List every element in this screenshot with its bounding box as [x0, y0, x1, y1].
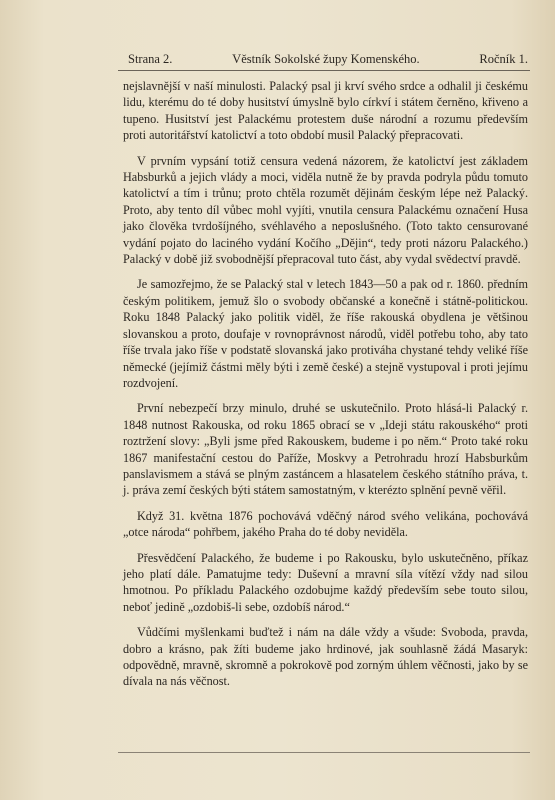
paragraph-1: nejslavnější v naší minulosti. Palacký psal ji krví svého srdce a odhalil ji českému lidu, kterému do té doby husitství úmyslně bylo církví i státem černěno, křiveno a tupeno. Husitství jest Palackému protestem duše národní a rozumu především proti autoritářství katolictví a toto období musil Palacký přepracovati.: [123, 79, 528, 143]
page-number: Strana 2.: [128, 52, 173, 66]
paragraph-6: Přesvědčení Palackého, že budeme i po Rakousku, bylo uskutečněno, příkaz jeho platí dále. Pamatujme tedy: Duševní a mravní síla vítězí vždy nad silou hmotnou. Po příkladu Palackého ozdobujme každý především sebe touto silou, neboť jedině „ozdobiš-li sebe, ozdobíš národ.“: [123, 550, 528, 614]
article-body: [123, 78, 528, 699]
paragraph-4: První nebezpečí brzy minulo, druhé se uskutečnilo. Proto hlásá-li Palacký r. 1848 nutnost Rakouska, od roku 1865 obrací se v „Ideji státu rakouského“ proti roztržení slovy: „Byli jsme před Rakouskem, budeme i po něm.“ Proto také roku 1867 manifestační cestou do Paříže, Moskvy a Petrohradu hrozí Habsburkům panslavismem a stává se plným zastáncem a hlasatelem českého státního práva, t. j. práva zemí českých býti státem samostatným, v kterézto splnění pevně věřil.: [123, 401, 528, 498]
running-header: [128, 52, 528, 67]
header-rule: [118, 70, 530, 71]
paragraph-5: Když 31. května 1876 pochovává vděčný národ svého velikána, pochovává „otce národa“ pohřbem, jakého Praha do té doby neviděla.: [123, 508, 528, 540]
paragraph-2: V prvním vypsání totiž censura vedená názorem, že katolictví jest základem Habsburků a jejich vlády a moci, viděla nutně že by pravda podryla půdu tomuto katolictví a tím i trůnu; proto chtěla rozumět dějinám českým lépe než Palacký. Proto, aby tento díl vůbec mohl vyjíti, vnutila censura Palackému označení Husa jako člověka tvrdošíjného, svéhlavého a neposlušného. (Toto takto censurované vydání pojato do laciného vydání Kočího „Dějin“, tedy proti názoru Palackého.) Palacký v době již svobodnější přepracoval tuto část, aby vydal svědectví pravdě.: [123, 153, 528, 267]
journal-title: Věstník Sokolské župy Komenského.: [232, 52, 420, 66]
paragraph-3: Je samozřejmo, že se Palacký stal v letech 1843—50 a pak od r. 1860. předním českým politikem, jemuž šlo o svobody občanské a konečně i státně-politickou. Roku 1848 Palacký jako politik viděl, že říše rakouská obydlena je většinou slovanskou a proto, doufaje v rovnoprávnost národů, viděl potřebu toho, aby tato říše trvala jako říše v podstatě slovanská jako protiváha chystané tehdy veliké říše německé (jejímiž částmi měly býti i země české) a stejně vystupoval i proti jejímu rozdvojení.: [123, 277, 528, 390]
volume-number: Ročník 1.: [479, 52, 528, 66]
closing-rule: [118, 752, 530, 753]
paragraph-7: Vůdčími myšlenkami buďtež i nám na dále vždy a všude: Svoboda, pravda, dobro a krásno, pak žíti budeme jako hrdinové, jak souhlasně žádá Masaryk: odpovědně, mravně, skromně a pokrokově pod zorným úhlem věčnosti, jako by se dívala na nás věčnost.: [123, 625, 528, 689]
